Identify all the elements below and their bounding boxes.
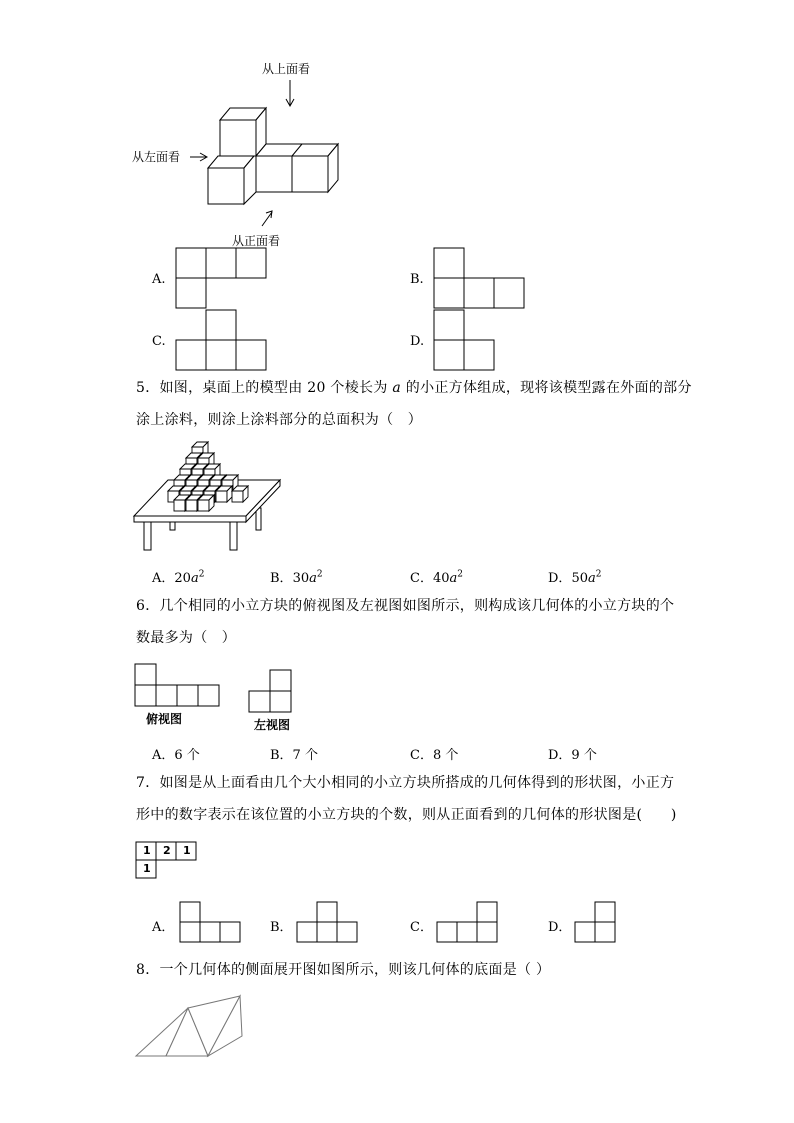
q4-option-a-label[interactable]: A. — [152, 272, 166, 287]
q7-grid-cell-2: 2 — [163, 844, 171, 857]
q5-line-1: 5．如图，桌面上的模型由 20 个棱长为 a 的小正方体组成，现将该模型露在外面的部分 — [136, 380, 692, 396]
q6-option-a[interactable]: A．6 个 — [152, 748, 200, 763]
q5-option-a[interactable]: A．$20a^2$ — [152, 569, 205, 586]
q4-option-a-figure[interactable] — [176, 248, 276, 318]
q7-option-a-label[interactable]: A． — [152, 920, 175, 935]
q5-option-c[interactable]: C．$40a^2$ — [410, 569, 463, 586]
q7-grid-cell-4: 1 — [143, 862, 151, 875]
q7-grid-cell-1: 1 — [143, 844, 151, 857]
q4-option-d-label[interactable]: D. — [410, 334, 425, 349]
q5-option-b[interactable]: B．$30a^2$ — [270, 569, 323, 586]
q7-option-a-figure[interactable] — [180, 902, 250, 947]
q4-option-b-label[interactable]: B. — [410, 272, 424, 287]
q6-left-view — [249, 670, 309, 720]
q7-option-d-label[interactable]: D． — [548, 920, 572, 935]
q6-left-view-label: 左视图 — [254, 718, 291, 732]
q5-line-2: 涂上涂料，则涂上涂料部分的总面积为（ ） — [136, 412, 422, 428]
q4-option-c-figure[interactable] — [176, 310, 276, 380]
label-from-top: 从上面看 — [262, 62, 311, 76]
q4-option-c-label[interactable]: C. — [152, 334, 166, 349]
label-from-left: 从左面看 — [132, 150, 181, 164]
q4-option-b-figure[interactable] — [434, 248, 534, 318]
q5-option-d[interactable]: D．$50a^2$ — [548, 569, 602, 586]
q6-line-2: 数最多为（ ） — [136, 630, 237, 646]
q6-top-view-label: 俯视图 — [146, 712, 183, 726]
q5-table-figure — [132, 440, 292, 550]
q7-option-d-figure[interactable] — [575, 902, 625, 947]
q7-grid-cell-3: 1 — [183, 844, 191, 857]
q4-option-d-figure[interactable] — [434, 310, 534, 380]
q7-option-b-figure[interactable] — [297, 902, 367, 947]
q6-top-view — [135, 664, 235, 714]
q7-option-c-label[interactable]: C． — [410, 920, 433, 935]
q7-option-b-label[interactable]: B． — [270, 920, 293, 935]
q6-option-c[interactable]: C．8 个 — [410, 748, 459, 763]
q6-option-b[interactable]: B．7 个 — [270, 748, 318, 763]
q8-line-1: 8．一个几何体的侧面展开图如图所示，则该几何体的底面是（ ） — [136, 962, 551, 978]
q7-line-1: 7．如图是从上面看由几个大小相同的小立方块所搭成的几何体得到的形状图，小正方 — [136, 775, 675, 791]
label-from-front: 从正面看 — [232, 234, 281, 248]
q6-option-d[interactable]: D．9 个 — [548, 748, 597, 763]
q7-line-2: 形中的数字表示在该位置的小立方块的个数，则从正面看到的几何体的形状图是( ) — [136, 807, 677, 823]
q7-option-c-figure[interactable] — [437, 902, 507, 947]
q8-net-figure — [134, 990, 254, 1070]
q6-line-1: 6．几个相同的小立方块的俯视图及左视图如图所示，则构成该几何体的小立方块的个 — [136, 598, 675, 614]
q4-cube-drawing — [0, 0, 794, 260]
